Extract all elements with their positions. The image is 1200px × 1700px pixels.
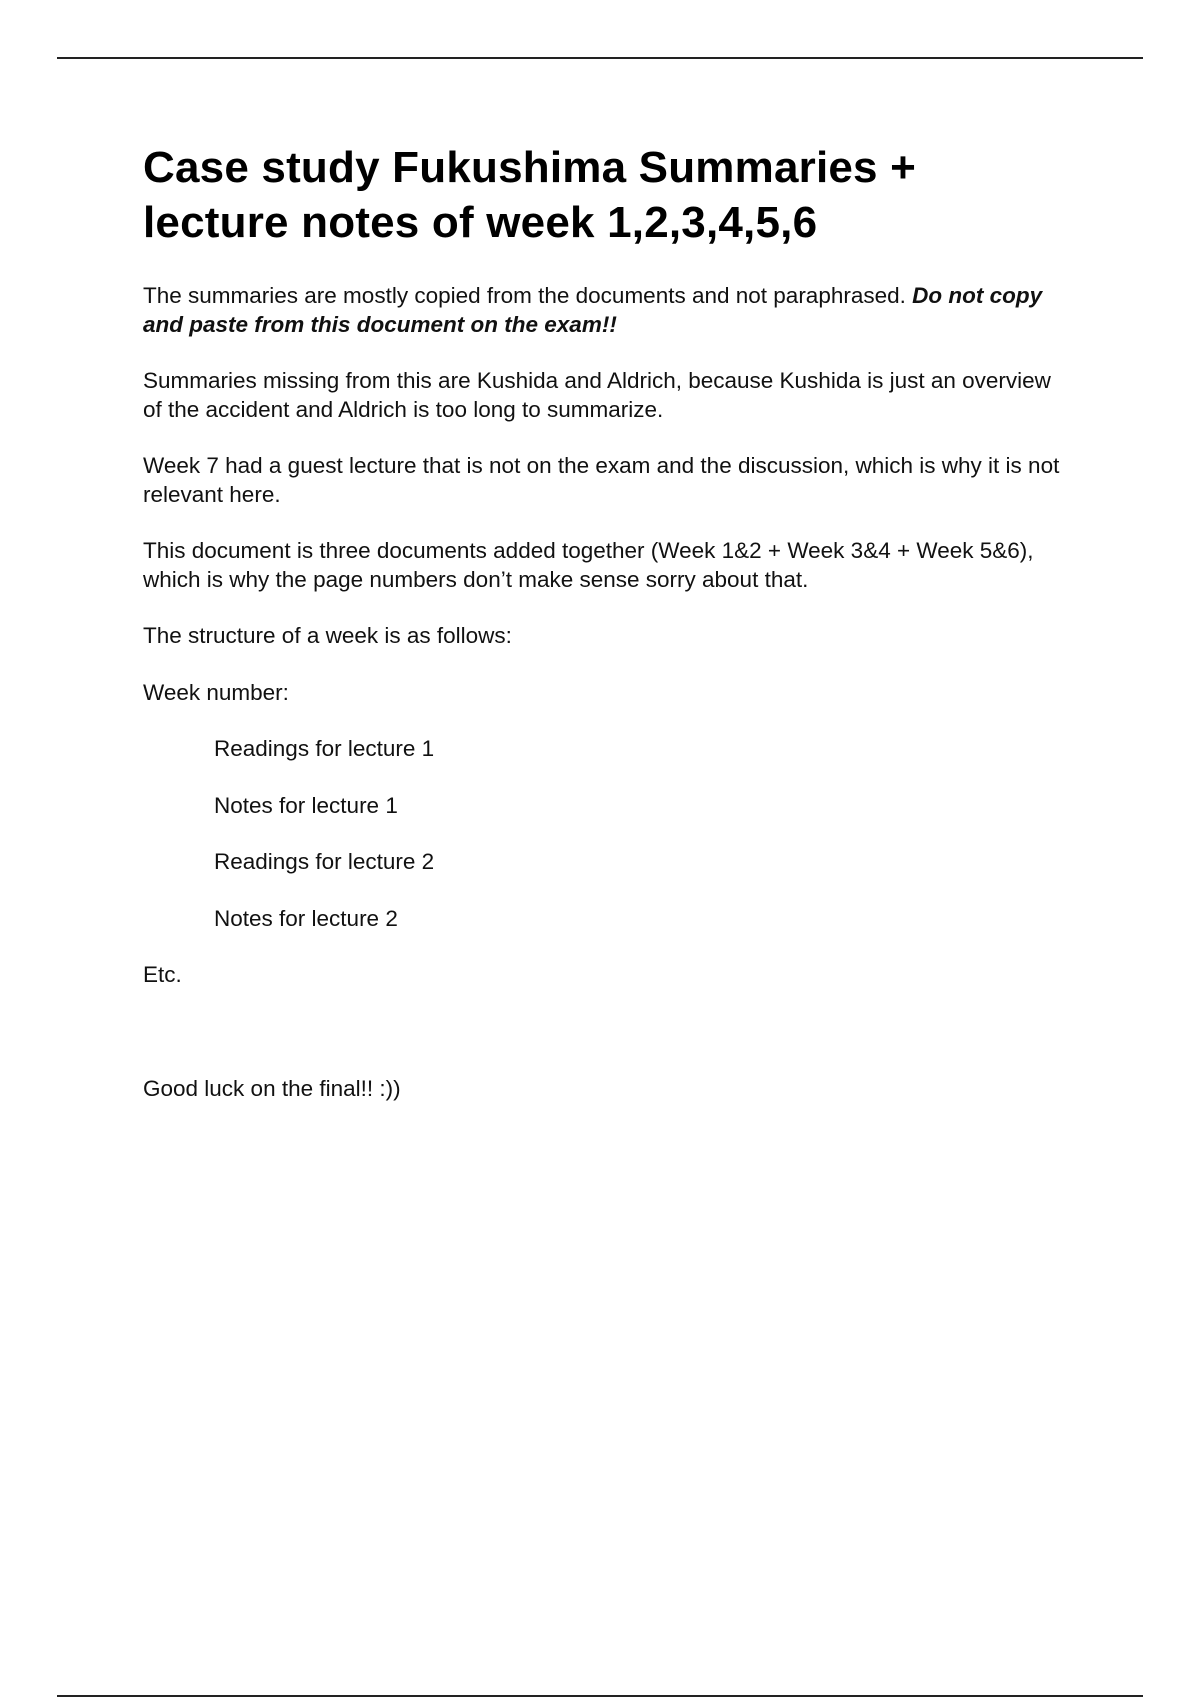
structure-item: Notes for lecture 2	[214, 905, 398, 931]
title-line-1: Case study Fukushima Summaries +	[143, 143, 917, 192]
structure-item: Notes for lecture 1	[214, 792, 398, 818]
title-line-2: lecture notes of week 1,2,3,4,5,6	[143, 198, 818, 247]
structure-item: Readings for lecture 1	[214, 736, 435, 761]
paragraph-missing-summaries: Summaries missing from this are Kushida and Aldrich, because Kushida is just an overview of the accident and Aldrich is too long to summarize.	[143, 368, 1051, 422]
intro-paragraph	[143, 282, 1063, 339]
etc-line: Etc.	[143, 962, 182, 987]
bottom-rule	[57, 1695, 1143, 1697]
intro-warning: Do not copy and paste from this document on the exam!!	[143, 283, 1043, 337]
week-number-heading: Week number:	[143, 679, 289, 705]
document-title	[143, 140, 1063, 250]
document-page	[143, 140, 1063, 1131]
paragraph-structure-intro: The structure of a week is as follows:	[143, 623, 512, 648]
top-rule	[57, 57, 1143, 59]
paragraph-page-numbers: This document is three documents added together (Week 1&2 + Week 3&4 + Week 5&6), which is why the page numbers don’t make sense sorry about that.	[143, 538, 1034, 592]
closing-line: Good luck on the final!! :))	[143, 1075, 401, 1101]
structure-item: Readings for lecture 2	[214, 849, 435, 874]
paragraph-week-7: Week 7 had a guest lecture that is not on the exam and the discussion, which is why it is not relevant here.	[143, 453, 1060, 507]
intro-text: The summaries are mostly copied from the documents and not paraphrased.	[143, 283, 906, 308]
